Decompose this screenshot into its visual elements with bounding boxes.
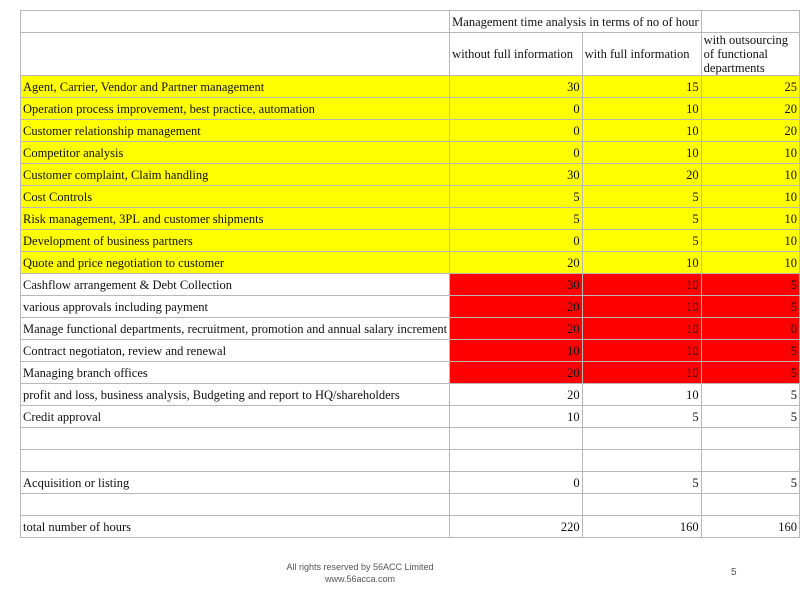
row-value-3: 5 — [701, 296, 799, 318]
row-value-1: 10 — [450, 406, 582, 428]
row-value-2: 15 — [582, 76, 701, 98]
row-label: Agent, Carrier, Vendor and Partner management — [21, 76, 450, 98]
row-value-1: 220 — [450, 516, 582, 538]
table-row — [21, 406, 800, 428]
table-row — [21, 450, 800, 472]
row-value-3: 5 — [701, 384, 799, 406]
header-blank-cell — [701, 11, 799, 33]
row-label: Credit approval — [21, 406, 450, 428]
table-row — [21, 318, 800, 340]
table-row — [21, 384, 800, 406]
row-label: Managing branch offices — [21, 362, 450, 384]
time-analysis-table — [20, 10, 800, 538]
row-value-3 — [701, 428, 799, 450]
table-row — [21, 362, 800, 384]
row-value-1: 0 — [450, 142, 582, 164]
row-value-1: 5 — [450, 208, 582, 230]
group-header-row — [21, 11, 800, 33]
column-header-row — [21, 33, 800, 76]
row-value-2: 10 — [582, 384, 701, 406]
row-value-1: 10 — [450, 340, 582, 362]
header-blank-cell — [21, 33, 450, 76]
row-label: various approvals including payment — [21, 296, 450, 318]
row-value-3 — [701, 450, 799, 472]
col-header-with-full-info: with full information — [582, 33, 701, 76]
group-header-cell: Management time analysis in terms of no of hour — [450, 11, 701, 33]
row-value-2: 10 — [582, 252, 701, 274]
row-value-3 — [701, 494, 799, 516]
row-value-2: 10 — [582, 98, 701, 120]
table-row — [21, 472, 800, 494]
table-row — [21, 208, 800, 230]
row-label: Contract negotiaton, review and renewal — [21, 340, 450, 362]
row-label: Risk management, 3PL and customer shipments — [21, 208, 450, 230]
table-row — [21, 186, 800, 208]
row-label: Customer complaint, Claim handling — [21, 164, 450, 186]
row-value-1: 0 — [450, 230, 582, 252]
row-value-3: 5 — [701, 472, 799, 494]
row-label: Customer relationship management — [21, 120, 450, 142]
table-row — [21, 428, 800, 450]
table-row — [21, 296, 800, 318]
row-value-2 — [582, 494, 701, 516]
row-value-2: 5 — [582, 406, 701, 428]
row-value-3: 0 — [701, 318, 799, 340]
row-value-2: 10 — [582, 120, 701, 142]
table-row — [21, 76, 800, 98]
row-value-2: 10 — [582, 340, 701, 362]
row-value-1: 30 — [450, 164, 582, 186]
row-value-2: 10 — [582, 142, 701, 164]
row-value-1: 20 — [450, 296, 582, 318]
row-value-3: 20 — [701, 120, 799, 142]
row-value-2: 5 — [582, 186, 701, 208]
row-value-3: 5 — [701, 340, 799, 362]
row-value-2: 160 — [582, 516, 701, 538]
row-value-2: 10 — [582, 318, 701, 340]
row-value-1: 20 — [450, 384, 582, 406]
row-value-2: 10 — [582, 274, 701, 296]
copyright-text: All rights reserved by 56ACC Limited — [286, 562, 434, 572]
row-value-1 — [450, 428, 582, 450]
row-value-2: 5 — [582, 472, 701, 494]
row-value-1: 20 — [450, 362, 582, 384]
table-row — [21, 164, 800, 186]
row-value-3: 10 — [701, 186, 799, 208]
header-blank-cell — [21, 11, 450, 33]
table-row — [21, 340, 800, 362]
row-label: Competitor analysis — [21, 142, 450, 164]
row-value-3: 10 — [701, 142, 799, 164]
table-row — [21, 98, 800, 120]
row-value-1: 0 — [450, 98, 582, 120]
table-row — [21, 230, 800, 252]
row-label: Cashflow arrangement & Debt Collection — [21, 274, 450, 296]
row-label: Quote and price negotiation to customer — [21, 252, 450, 274]
row-label: total number of hours — [21, 516, 450, 538]
row-label: Operation process improvement, best practice, automation — [21, 98, 450, 120]
row-value-1 — [450, 494, 582, 516]
row-value-1: 0 — [450, 472, 582, 494]
row-value-2: 5 — [582, 230, 701, 252]
row-value-2: 20 — [582, 164, 701, 186]
row-value-3: 5 — [701, 274, 799, 296]
row-label: Acquisition or listing — [21, 472, 450, 494]
row-value-1: 0 — [450, 120, 582, 142]
row-value-3: 20 — [701, 98, 799, 120]
row-value-3: 5 — [701, 362, 799, 384]
row-label: Development of business partners — [21, 230, 450, 252]
row-value-2: 5 — [582, 208, 701, 230]
row-value-1: 5 — [450, 186, 582, 208]
row-value-3: 10 — [701, 164, 799, 186]
row-value-1: 30 — [450, 274, 582, 296]
row-value-3: 160 — [701, 516, 799, 538]
row-label — [21, 450, 450, 472]
row-label — [21, 494, 450, 516]
row-value-1: 20 — [450, 252, 582, 274]
row-value-1: 20 — [450, 318, 582, 340]
row-value-1: 30 — [450, 76, 582, 98]
row-label: Cost Controls — [21, 186, 450, 208]
row-value-3: 10 — [701, 208, 799, 230]
row-value-2: 10 — [582, 362, 701, 384]
page-number: 5 — [731, 567, 737, 578]
table-row — [21, 274, 800, 296]
table-row — [21, 142, 800, 164]
row-value-3: 10 — [701, 230, 799, 252]
website-text: www.56acca.com — [324, 574, 396, 584]
table-body — [21, 11, 800, 538]
row-value-3: 5 — [701, 406, 799, 428]
table-row — [21, 120, 800, 142]
row-value-3: 25 — [701, 76, 799, 98]
col-header-without-full-info: without full information — [450, 33, 582, 76]
row-value-1 — [450, 450, 582, 472]
footer — [0, 561, 720, 585]
col-header-with-outsourcing: with outsourcing of functional departments — [701, 33, 799, 76]
row-value-2 — [582, 450, 701, 472]
row-value-2: 10 — [582, 296, 701, 318]
table-row — [21, 494, 800, 516]
table-row — [21, 516, 800, 538]
row-label: profit and loss, business analysis, Budgeting and report to HQ/shareholders — [21, 384, 450, 406]
row-value-2 — [582, 428, 701, 450]
row-label: Manage functional departments, recruitment, promotion and annual salary increment — [21, 318, 450, 340]
row-value-3: 10 — [701, 252, 799, 274]
row-label — [21, 428, 450, 450]
table-row — [21, 252, 800, 274]
